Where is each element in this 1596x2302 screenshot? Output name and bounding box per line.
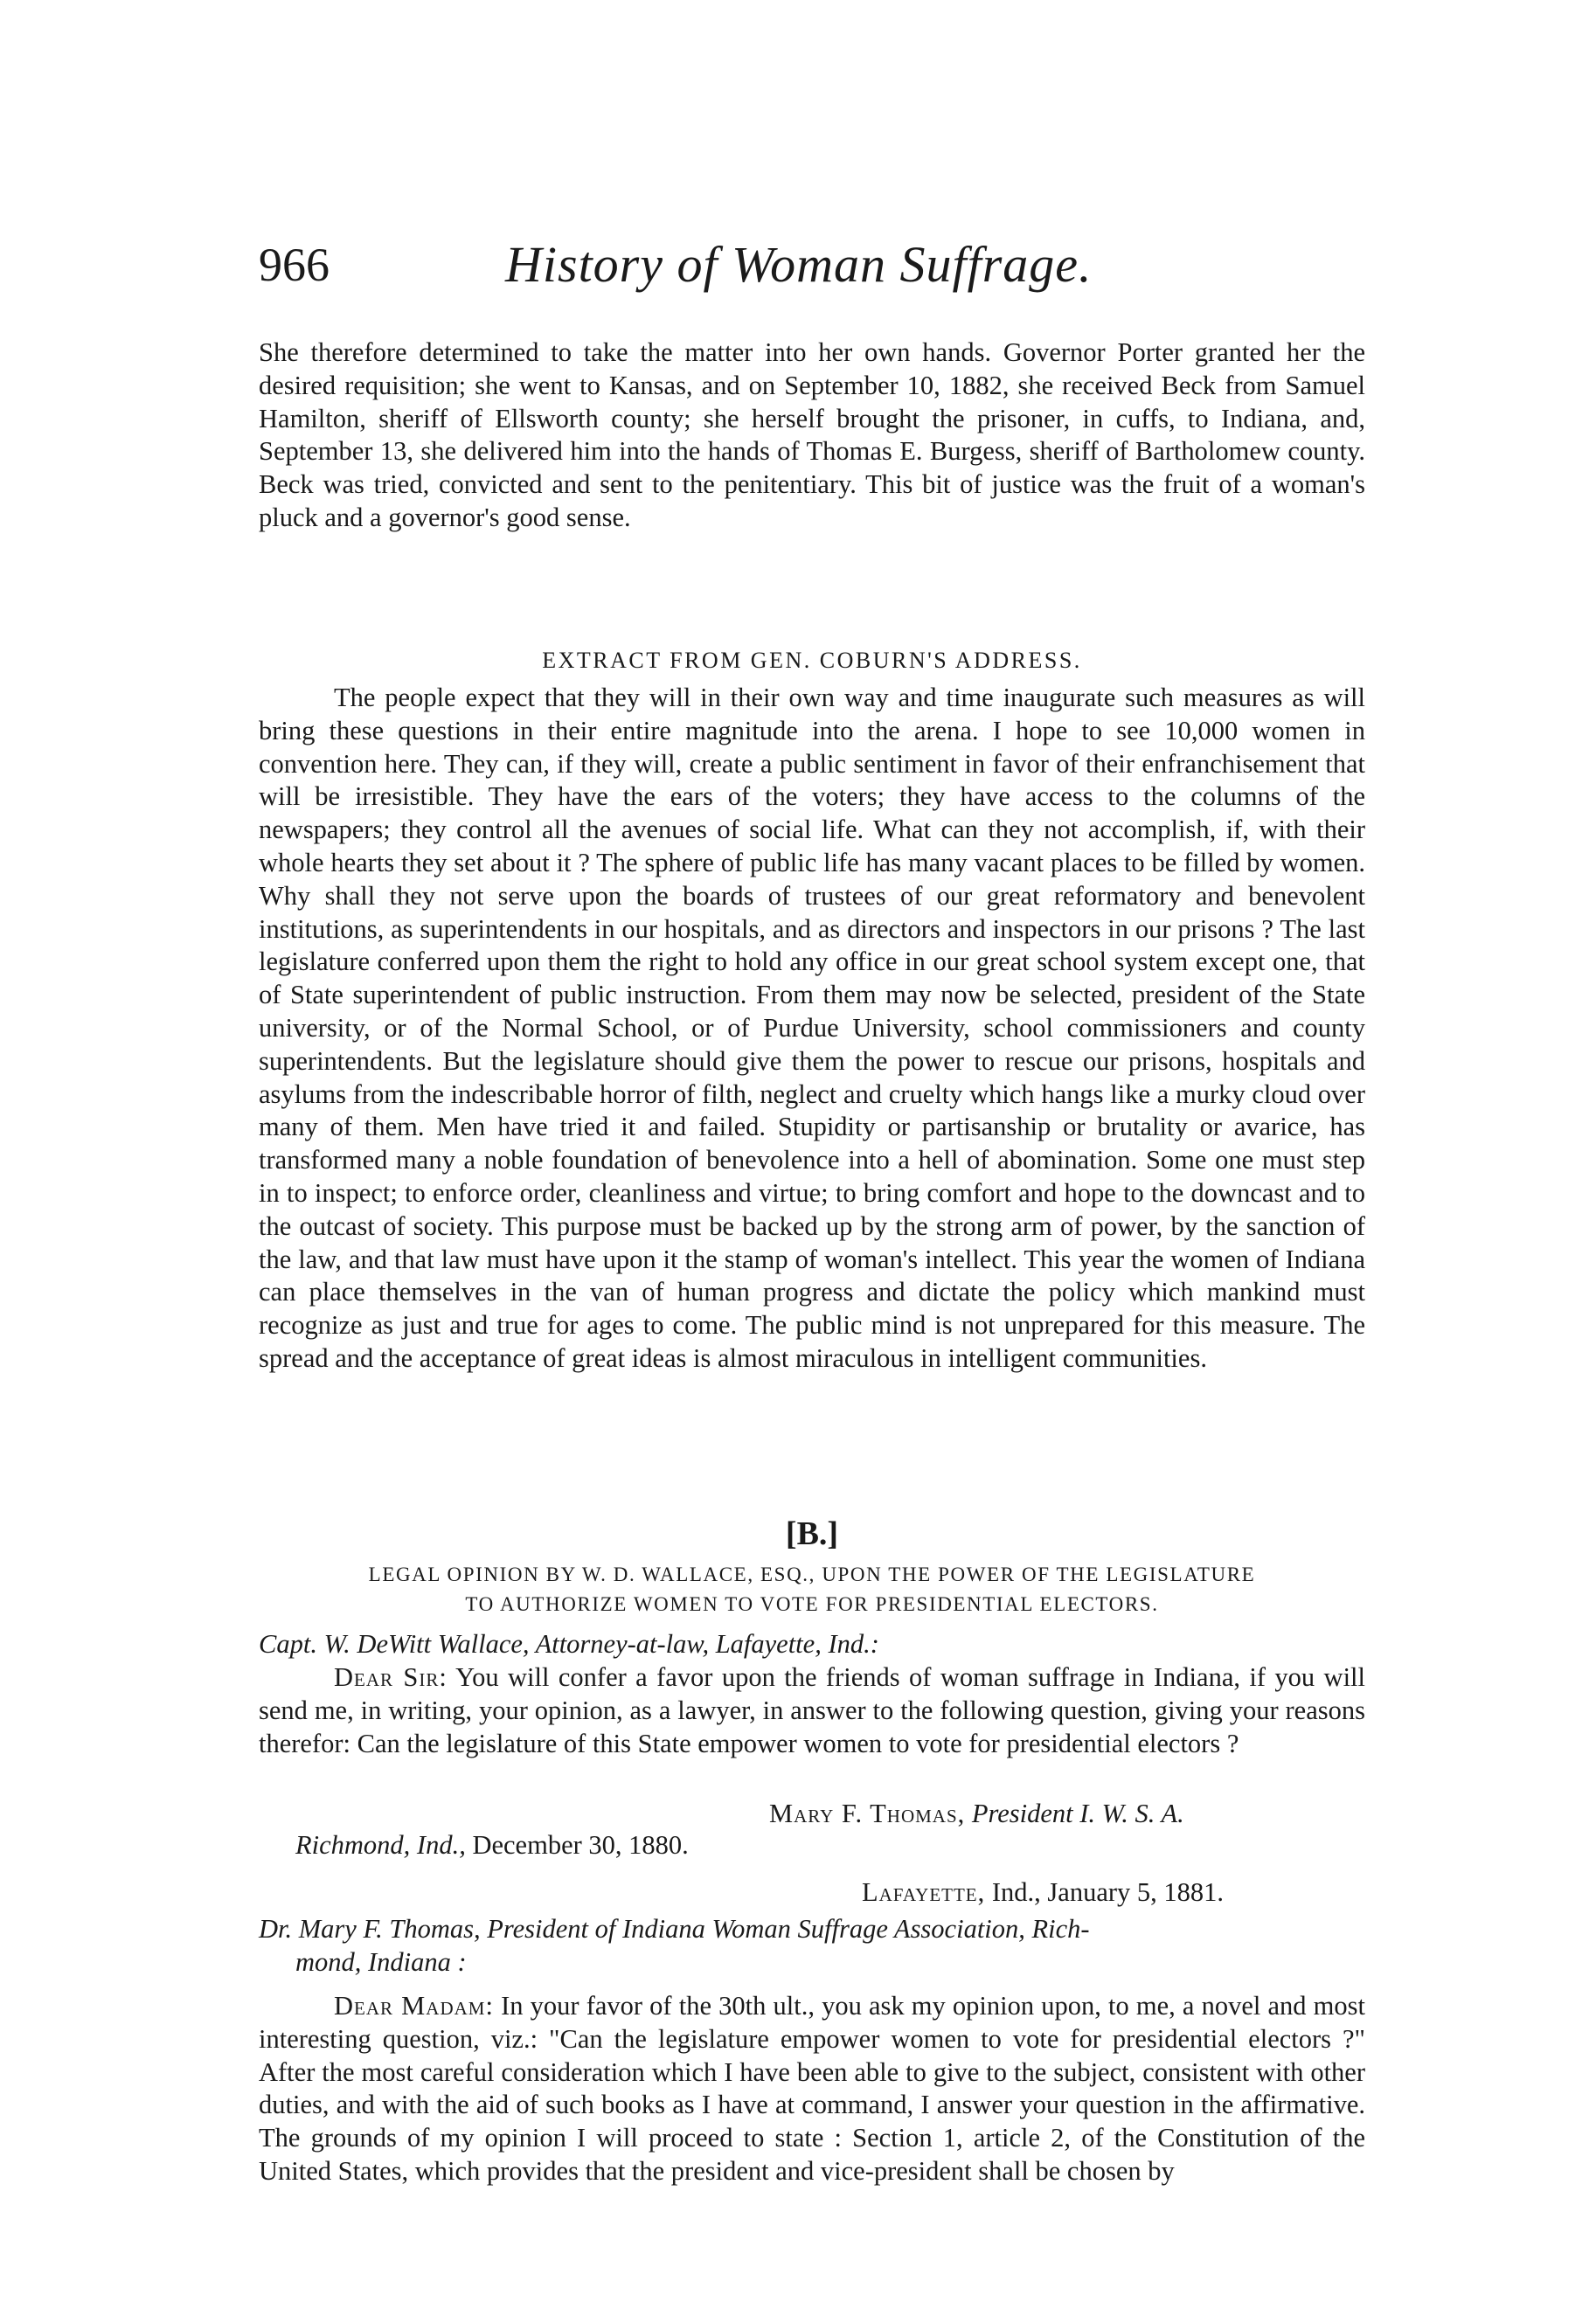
letter2-address-line-1: Dr. Mary F. Thomas, President of Indiana Woman Suffrage Association, Rich- — [259, 1914, 1090, 1944]
letter2-salutation: Dear Madam: — [334, 1991, 494, 2021]
letter1-paragraph — [259, 1661, 1365, 1760]
dateline-date: December 30, 1880. — [472, 1830, 689, 1860]
running-head — [259, 234, 1360, 304]
extract-heading: EXTRACT FROM GEN. COBURN'S ADDRESS. — [542, 648, 1082, 673]
signature-name: Mary F. Thomas, — [769, 1799, 966, 1828]
extract-text: The people expect that they will in their own way and time inaugurate such measures as will bring these questions in their entire magnitude into the arena. I hope to see 10,000 women in convention here. They can, if they will, create a public sentiment in favor of their enfranchisement that will be irresistible. They have the ears of the voters; they have access to the columns of the newspapers; they control all the avenues of social life. What can they not accomplish, if, with their whole hearts they set about it ? The sphere of public life has many vacant places to be filled by women. Why shall they not serve upon the boards of trustees of our great reformatory and benevolent institutions, as superintendents in our hospitals, and as directors and inspectors in our prisons ? The last legislature conferred upon them the right to hold any office in our great school system except one, that of State superintendent of public instruction. From them may now be selected, president of the State university, or of the Normal School, or of Purdue University, school commissioners and county superintendents. But the legislature should give them the power to rescue our prisons, hospitals and asylums from the indescribable horror of filth, neglect and cruelty which hangs like a murky cloud over many of them. Men have tried it and failed. Stupidity or partisanship or brutality or avarice, has transformed many a noble foundation of benevolence into a hell of abomination. Some one must step in to inspect; to enforce order, cleanliness and virtue; to bring comfort and hope to the downcast and to the outcast of society. This purpose must be backed up by the strong arm of power, by the sanction of the law, and that law must have upon it the stamp of woman's intellect. This year the women of Indiana can place themselves in the van of human progress and dictate the policy which mankind must recognize as just and true for ages to come. The public mind is not unprepared for this measure. The spread and the acceptance of great ideas is almost miraculous in intelligent communities. — [259, 683, 1365, 1373]
letter2-address-line-2: mond, Indiana : — [295, 1946, 467, 1977]
paragraph-porter-requisition — [259, 336, 1365, 535]
legal-heading-line-1: LEGAL OPINION BY W. D. WALLACE, ESQ., UPON THE POWER OF THE LEGISLATURE — [368, 1564, 1256, 1585]
letter1-body — [259, 1661, 1365, 1760]
letter2-text: In your favor of the 30th ult., you ask my opinion upon, to me, a novel and most interesting question, viz.: "Can the legislature empower women to vote for presidential electors ?" After the most careful consideration which I have been able to give to the subject, consistent with other duties, and with the aid of such books as I have at command, I answer your question in the affirmative. The grounds of my opinion I will proceed to state : Section 1, article 2, of the Constitution of the United States, which provides that the president and vice-president shall be chosen by — [259, 1991, 1365, 2186]
letter2-paragraph — [259, 1990, 1365, 2188]
page-number: 966 — [259, 239, 330, 291]
letter1-salutation: Dear Sir: — [334, 1662, 448, 1692]
signature-title: President I. W. S. A. — [971, 1799, 1184, 1828]
dateline-place: Richmond, Ind., — [295, 1830, 466, 1860]
letter1-signature — [769, 1798, 1184, 1831]
letter2-body — [259, 1990, 1365, 2188]
book-title: History of Woman Suffrage. — [505, 236, 1093, 293]
legal-opinion-heading — [259, 1560, 1365, 1619]
letter2-address — [259, 1913, 1365, 1980]
coburn-address-extract — [259, 682, 1365, 1376]
letter1-dateline — [295, 1829, 689, 1862]
paragraph-text: She therefore determined to take the matter into her own hands. Governor Porter granted her the desired requisition; she went to Kansas, and on September 10, 1882, she received Beck from Samuel Hamilton, sheriff of Ellsworth county; she herself brought the prisoner, in cuffs, to Indiana, and, September 13, she delivered him into the hands of Thomas E. Burgess, sheriff of Bartholomew county. Beck was tried, convicted and sent to the penitentiary. This bit of justice was the fruit of a woman's pluck and a governor's good sense. — [259, 337, 1365, 532]
section-b-mark: [B.] — [785, 1515, 839, 1552]
letter1-address: Capt. W. DeWitt Wallace, Attorney-at-law, Lafayette, Ind.: — [259, 1629, 879, 1659]
letter1-text: You will confer a favor upon the friends of woman suffrage in Indiana, if you will send me, in writing, your opinion, as a lawyer, in answer to the following question, giving your reasons therefor: Can the legislature of this State empower women to vote for presidential electors ? — [259, 1662, 1366, 1758]
dateline-city: Lafayette, — [862, 1877, 986, 1907]
letter2-dateline — [862, 1876, 1224, 1910]
legal-heading-line-2: TO AUTHORIZE WOMEN TO VOTE FOR PRESIDENTIAL ELECTORS. — [465, 1593, 1159, 1615]
dateline-rest: Ind., January 5, 1881. — [991, 1877, 1225, 1907]
